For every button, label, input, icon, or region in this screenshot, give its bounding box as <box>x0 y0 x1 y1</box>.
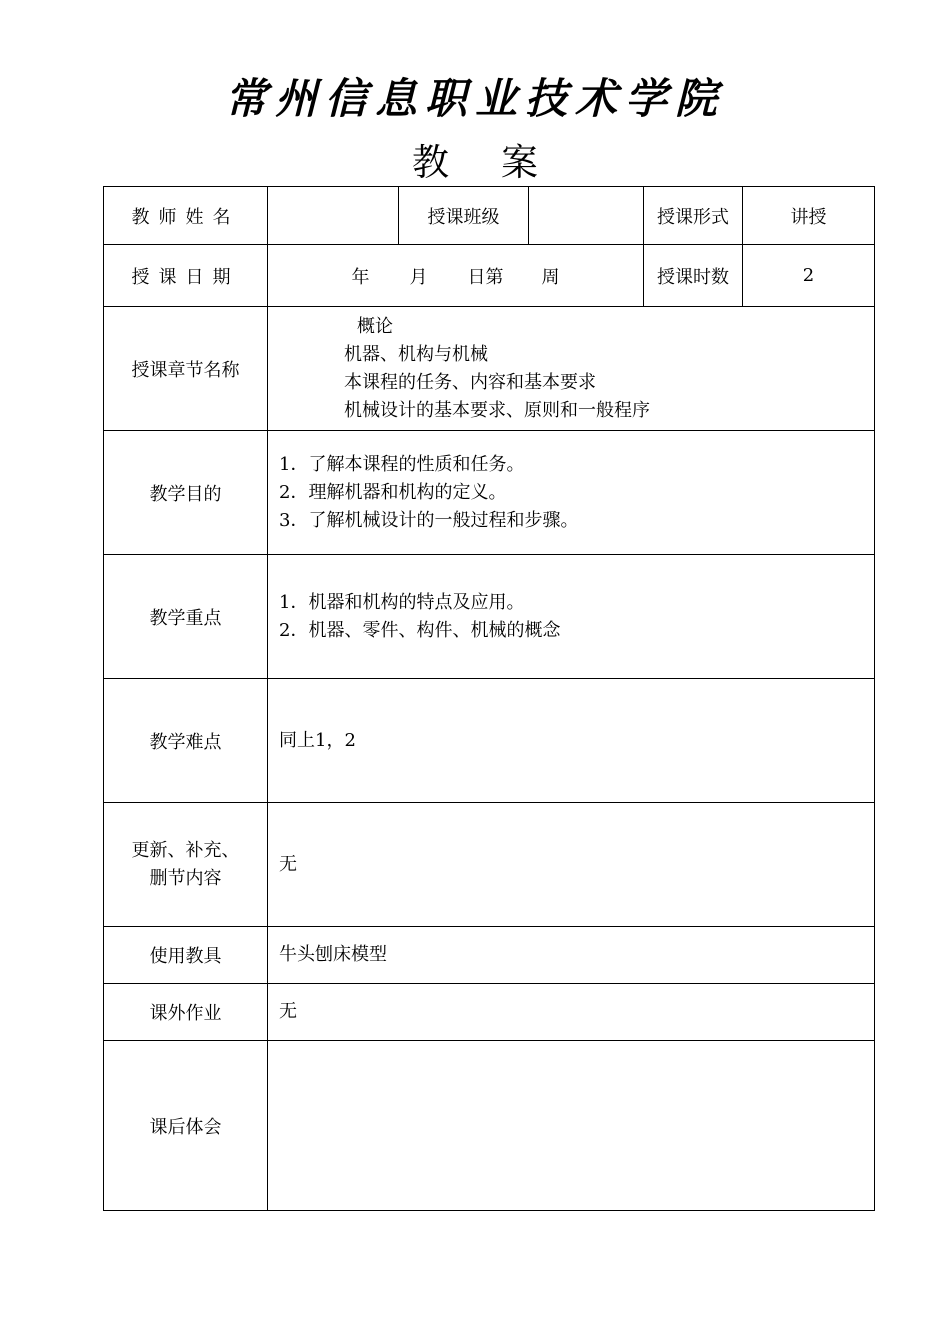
chapter-line: 概论 <box>357 315 393 337</box>
date-year: 年 <box>351 266 370 288</box>
hours-value: 2 <box>743 245 875 307</box>
row-key-points <box>104 555 875 679</box>
chapter-line: 本课程的任务、内容和基本要求 <box>344 371 596 393</box>
class-label: 授课班级 <box>399 187 529 245</box>
teaching-form-value: 讲授 <box>743 187 875 245</box>
chapter-label: 授课章节名称 <box>104 307 268 431</box>
row-chapter <box>104 307 875 431</box>
teacher-name-label: 教师姓名 <box>104 187 268 245</box>
document-title <box>0 140 950 186</box>
homework-label: 课外作业 <box>104 984 268 1041</box>
homework-content: 无 <box>268 984 875 1041</box>
row-homework <box>104 984 875 1041</box>
row-teacher <box>104 187 875 245</box>
document-title-char-1: 教 <box>412 141 449 184</box>
chapter-content <box>268 307 875 431</box>
teacher-name-value[interactable] <box>268 187 399 245</box>
objective-item: 3．了解机械设计的一般过程和步骤。 <box>279 509 579 531</box>
objective-item: 2．理解机器和机构的定义。 <box>279 481 507 503</box>
chapter-line: 机器、机构与机械 <box>344 343 488 365</box>
hours-label: 授课时数 <box>644 245 743 307</box>
updates-label-line: 更新、补充、 <box>131 839 240 861</box>
teaching-form-label: 授课形式 <box>644 187 743 245</box>
class-value[interactable] <box>529 187 644 245</box>
tools-content: 牛头刨床模型 <box>268 927 875 984</box>
row-tools <box>104 927 875 984</box>
updates-label <box>104 803 268 927</box>
tools-label: 使用教具 <box>104 927 268 984</box>
objectives-content <box>268 431 875 555</box>
objectives-label: 教学目的 <box>104 431 268 555</box>
row-reflection <box>104 1041 875 1211</box>
updates-content: 无 <box>268 803 875 927</box>
date-value <box>268 245 644 307</box>
difficulties-label: 教学难点 <box>104 679 268 803</box>
date-day-week: 日第 <box>467 266 504 288</box>
lesson-plan-table <box>103 186 875 1211</box>
school-name: 常州信息职业技术学院 <box>224 74 725 123</box>
key-point-item: 1．机器和机构的特点及应用。 <box>279 591 525 613</box>
date-month: 月 <box>409 266 428 288</box>
chapter-line: 机械设计的基本要求、原则和一般程序 <box>344 399 650 421</box>
date-week: 周 <box>541 266 560 288</box>
difficulties-content: 同上1，2 <box>268 679 875 803</box>
row-updates <box>104 803 875 927</box>
key-points-content <box>268 555 875 679</box>
row-date <box>104 245 875 307</box>
updates-label-line: 删节内容 <box>149 867 222 889</box>
key-point-item: 2．机器、零件、构件、机械的概念 <box>279 619 561 641</box>
key-points-label: 教学重点 <box>104 555 268 679</box>
reflection-content[interactable] <box>268 1041 875 1211</box>
objective-item: 1．了解本课程的性质和任务。 <box>279 453 525 475</box>
document-title-char-2: 案 <box>501 141 538 184</box>
date-label: 授课日期 <box>104 245 268 307</box>
row-difficulties <box>104 679 875 803</box>
row-objectives <box>104 431 875 555</box>
reflection-label: 课后体会 <box>104 1041 268 1211</box>
